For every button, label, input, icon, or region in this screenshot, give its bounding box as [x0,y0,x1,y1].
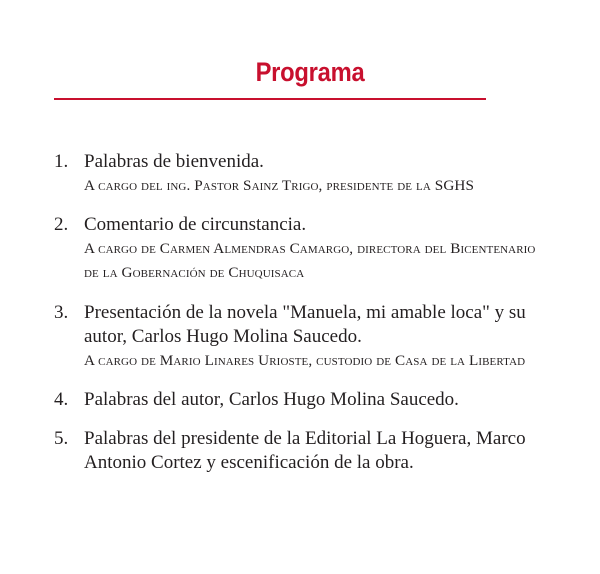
title-underline [54,98,486,100]
program-item-4 [54,388,574,412]
program-item-1 [54,150,574,198]
page-title: Programa [255,57,365,87]
program-item-3 [54,301,574,373]
program-list [54,150,574,475]
item-subtext: A cargo del ing. Pastor Sainz Trigo, presidente de la SGHS [84,177,475,194]
item-number: 2. [54,214,69,235]
item-number: 5. [54,428,69,449]
item-subtext: A cargo de Mario Linares Urioste, custodio de Casa de la Libertad [84,352,526,369]
item-number: 3. [54,302,69,323]
program-item-2 [54,213,574,285]
item-number: 4. [54,389,69,410]
item-text: Palabras de bienvenida. [84,151,264,172]
item-text: Presentación de la novela "Manuela, mi amable loca" y su autor, Carlos Hugo Molina Saucedo. [84,302,526,347]
item-text: Comentario de circunstancia. [84,214,307,235]
item-text: Palabras del presidente de la Editorial La Hoguera, Marco Antonio Cortez y escenificación de la obra. [84,428,526,473]
item-text: Palabras del autor, Carlos Hugo Molina Saucedo. [84,389,459,410]
item-subtext: A cargo de Carmen Almendras Camargo, directora del Bicentenario de la Gobernación de Chuquisaca [84,240,536,281]
program-item-5 [54,427,574,475]
item-number: 1. [54,151,69,172]
